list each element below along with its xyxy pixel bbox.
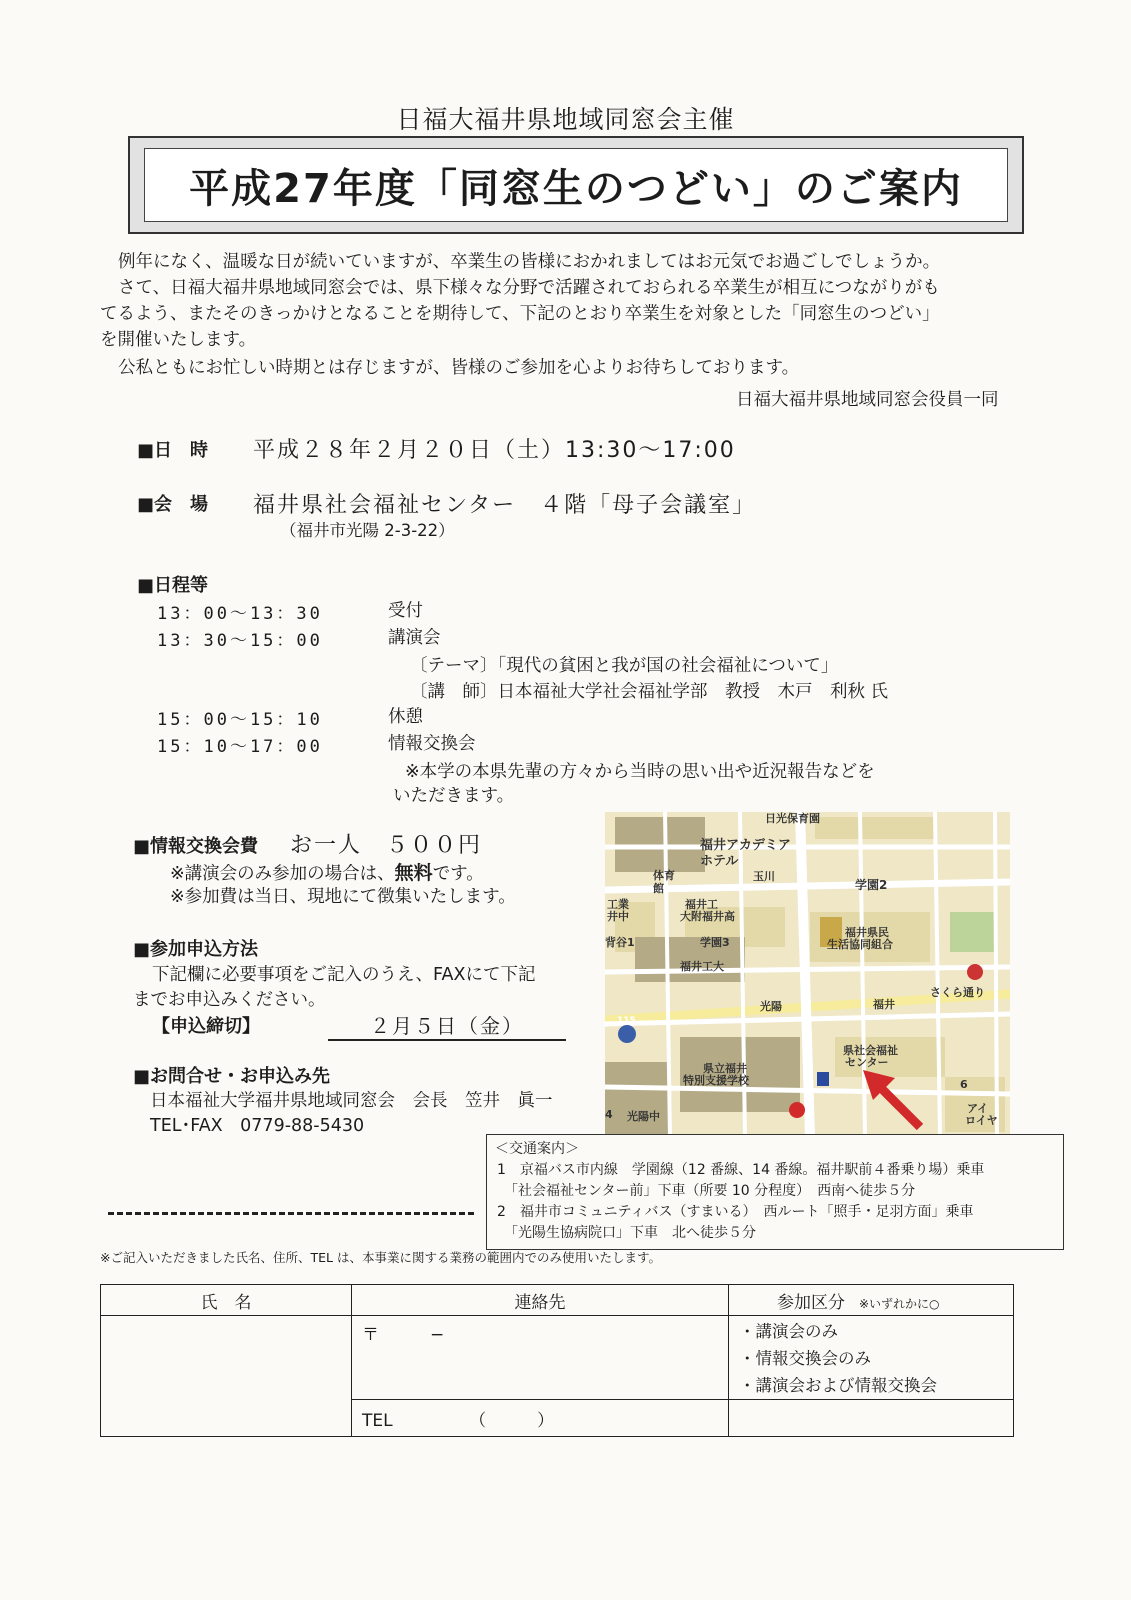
- map-label: 体育: [653, 869, 675, 882]
- schedule-item: 休憩: [388, 707, 423, 727]
- map-label: 6: [960, 1078, 968, 1091]
- privacy-note: ※ご記入いただきました氏名、住所、TEL は、本事業に関する業務の範囲内でのみ使用いたします。: [100, 1250, 661, 1265]
- map-label: 工業: [607, 898, 629, 911]
- option-lecture-only[interactable]: ・講演会のみ: [739, 1322, 838, 1341]
- map-label: 4: [605, 1108, 613, 1121]
- category-options[interactable]: [729, 1316, 1014, 1400]
- signature: 日福大福井県地域同窓会役員一同: [736, 390, 999, 410]
- map-label: 県立福井: [703, 1062, 747, 1075]
- col-contact-header: 連絡先: [352, 1285, 729, 1316]
- map-label: 県社会福祉: [843, 1044, 898, 1057]
- map-label: 特別支援学校: [683, 1074, 749, 1087]
- transit-line: 2 福井市コミュニティバス（すまいる） 西ルート「照手・足羽方面」乗車: [497, 1204, 974, 1220]
- map-label: 学園3: [700, 936, 730, 949]
- map-label: 福井県民: [845, 926, 889, 939]
- contact-org: 日本福祉大学福井県地域同窓会 会長 笠井 眞一: [150, 1091, 553, 1111]
- map-label: 日光保育園: [765, 812, 820, 825]
- deadline-date: ２月５日（金）: [328, 1010, 566, 1041]
- fee-note-free: ※講演会のみ参加の場合は、無料です。: [170, 862, 484, 884]
- fee-label: ■情報交換会費: [133, 836, 259, 857]
- map-label: 井中: [607, 910, 629, 923]
- intro-line-2: さて、日福大福井県地域同窓会では、県下様々な分野で活躍されておられる卒業生が相互につながりがも: [118, 278, 940, 298]
- map-label: 福井アカデミア: [700, 838, 791, 853]
- map-label: さくら通り: [930, 986, 985, 999]
- intro-line-5: 公私ともにお忙しい時期とは存じますが、皆様のご参加を心よりお待ちしております。: [118, 358, 800, 378]
- schedule-item: 受付: [388, 601, 423, 621]
- transit-info-box: [486, 1134, 1064, 1250]
- contact-label: ■お問合せ・お申込み先: [133, 1066, 331, 1087]
- col-name-header: 氏 名: [101, 1285, 352, 1316]
- page-title: 平成27年度「同窓生のつどい」のご案内: [144, 148, 1008, 222]
- category-note: ※いずれかに○: [859, 1296, 940, 1311]
- map-label: 大附福井高: [680, 910, 735, 923]
- map-label: 福井工大: [680, 960, 724, 973]
- lecturer: 〔講 師〕日本福祉大学社会福祉学部 教授 木戸 利秋 氏: [410, 682, 889, 702]
- fee-note-collect: ※参加費は当日、現地にて徴集いたします。: [170, 887, 516, 907]
- datetime-value: 平成２８年２月２０日（土）13:30〜17:00: [253, 438, 736, 463]
- location-map: [605, 812, 1010, 1137]
- datetime-label: ■日 時: [137, 440, 209, 461]
- apply-label: ■参加申込方法: [133, 939, 259, 960]
- intro-line-3: てるよう、またそのきっかけとなることを期待して、下記のとおり卒業生を対象とした「同窓生のつどい」: [100, 304, 940, 324]
- exchange-note-cont: いただきます。: [393, 786, 515, 806]
- cut-line: [108, 1212, 474, 1215]
- map-label: 生活協同組合: [827, 938, 893, 951]
- map-label: アイ: [967, 1102, 989, 1115]
- transit-line: 1 京福バス市内線 学園線（12 番線、14 番線。福井駅前４番乗り場）乗車: [497, 1162, 985, 1178]
- schedule-item: 情報交換会: [388, 734, 476, 754]
- col-category-header: 参加区分 ※いずれかに○: [729, 1285, 1014, 1316]
- exchange-note: ※本学の本県先輩の方々から当時の思い出や近況報告などを: [405, 762, 875, 782]
- option-exchange-only[interactable]: ・情報交換会のみ: [739, 1349, 871, 1368]
- apply-line-2: までお申込みください。: [133, 990, 326, 1010]
- option-both[interactable]: ・講演会および情報交換会: [739, 1376, 937, 1395]
- sponsor-line: 日福大福井県地域同窓会主催: [396, 105, 735, 134]
- schedule-item: 講演会: [388, 628, 441, 648]
- schedule-time: 13：30〜15：00: [157, 631, 323, 651]
- schedule-time: 13：00〜13：30: [157, 604, 323, 624]
- transit-line: 「社会福祉センター前」下車（所要 10 分程度） 西南へ徒歩５分: [497, 1183, 916, 1199]
- transit-line: 「光陽生協病院口」下車 北へ徒歩５分: [497, 1225, 756, 1241]
- venue-value: 福井県社会福祉センター ４階「母子会議室」: [253, 493, 757, 518]
- map-label: 115: [617, 1016, 636, 1026]
- map-label: 学園2: [855, 878, 888, 892]
- map-label: 館: [653, 882, 664, 895]
- map-label: 玉川: [753, 870, 775, 883]
- map-label: ロイヤ: [965, 1114, 998, 1127]
- venue-address: （福井市光陽 2-3-22）: [280, 521, 455, 540]
- map-label: ホテル: [700, 854, 739, 869]
- schedule-label: ■日程等: [137, 575, 209, 596]
- deadline-label: 【申込締切】: [152, 1016, 260, 1037]
- schedule-time: 15：00〜15：10: [157, 710, 323, 730]
- address-field[interactable]: 〒 −: [352, 1316, 729, 1400]
- name-field[interactable]: [101, 1316, 352, 1437]
- contact-tel: TEL･FAX 0779-88-5430: [150, 1116, 365, 1136]
- intro-line-1: 例年になく、温暖な日が続いていますが、卒業生の皆様におかれましてはお元気でお過ごしでしょうか。: [118, 252, 941, 272]
- schedule-time: 15：10〜17：00: [157, 737, 323, 757]
- category-blank: [729, 1400, 1014, 1437]
- fee-amount: お一人 ５００円: [290, 833, 483, 858]
- lecture-theme: 〔テーマ〕「現代の貧困と我が国の社会福祉について」: [410, 656, 839, 676]
- intro-line-4: を開催いたします。: [100, 330, 257, 350]
- map-label: センター: [845, 1056, 889, 1069]
- apply-line-1: 下記欄に必要事項をご記入のうえ、FAXにて下記: [152, 965, 536, 985]
- tel-field[interactable]: TEL （ ）: [352, 1400, 729, 1437]
- transit-title: ＜交通案内＞: [495, 1141, 579, 1157]
- map-label: 福井工: [685, 898, 718, 911]
- free-emphasis: 無料: [394, 862, 433, 884]
- map-drawing: [605, 812, 1010, 1137]
- application-form: [100, 1284, 1014, 1437]
- map-label: 福井: [873, 998, 895, 1011]
- title-frame: [128, 136, 1024, 234]
- venue-label: ■会 場: [137, 494, 209, 515]
- map-label: 背谷1: [605, 936, 635, 949]
- map-label: 光陽中: [627, 1110, 660, 1123]
- map-label: 光陽: [760, 1000, 782, 1013]
